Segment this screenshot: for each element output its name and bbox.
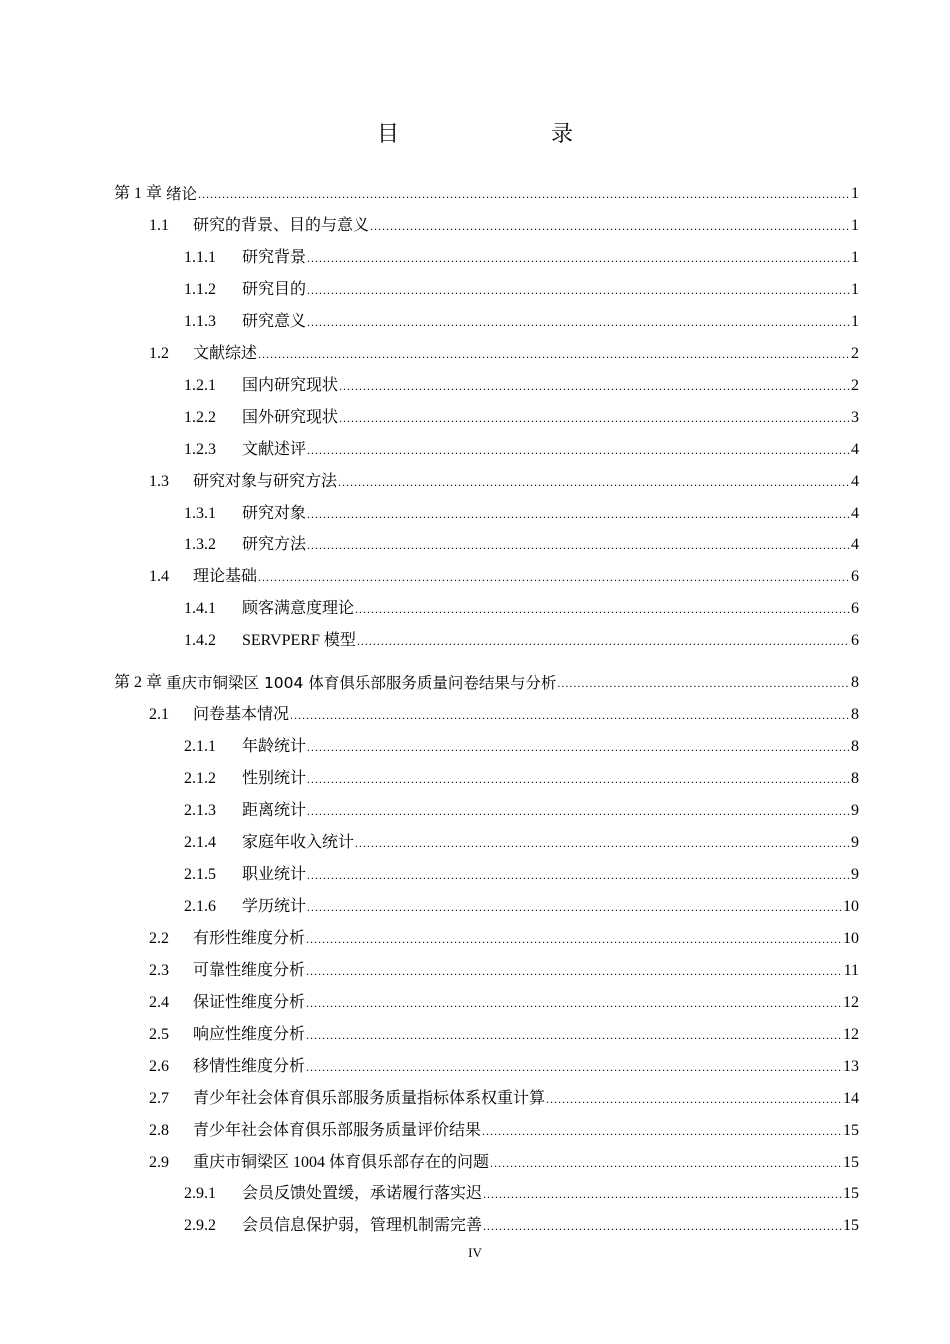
toc-entry-number: 2.1 <box>149 706 169 724</box>
toc-entry-page: 1 <box>851 280 859 298</box>
toc-entry-title: 研究对象 <box>242 504 307 522</box>
toc-entry-page: 1 <box>851 216 859 234</box>
toc-entry-page: 15 <box>843 1185 859 1203</box>
toc-entry-number: 2.1.1 <box>184 738 216 756</box>
toc-entry-number: 2.1.6 <box>184 897 216 915</box>
toc-entry-title: 可靠性维度分析 <box>193 961 306 979</box>
toc-entry[interactable] <box>184 402 859 428</box>
toc-entry[interactable] <box>184 827 859 853</box>
toc-entry-number: 第 2 章 <box>114 674 163 692</box>
toc-entry[interactable] <box>184 1210 859 1236</box>
toc-entry-number: 2.4 <box>149 993 169 1011</box>
toc-dot-leader <box>339 379 850 393</box>
toc-entry[interactable] <box>149 1019 859 1045</box>
toc-entry-title: 会员反馈处置缓，承诺履行落实迟 <box>242 1185 483 1203</box>
toc-entry[interactable] <box>149 923 859 949</box>
toc-entry[interactable] <box>184 242 859 268</box>
toc-entry-number: 1.2 <box>149 344 169 362</box>
toc-entry-number: 2.5 <box>149 1025 169 1043</box>
toc-entry-title: 研究的背景、目的与意义 <box>193 216 370 234</box>
toc-dot-leader <box>307 251 850 265</box>
toc-entry-number: 2.3 <box>149 961 169 979</box>
toc-entry-page: 9 <box>851 865 859 883</box>
toc-dot-leader <box>307 868 850 882</box>
toc-entry-number: 2.1.4 <box>184 834 216 851</box>
toc-entry-title: 性别统计 <box>242 770 307 788</box>
toc-entry[interactable] <box>184 891 859 917</box>
toc-entry[interactable] <box>184 1178 859 1204</box>
toc-dot-leader <box>307 538 850 552</box>
toc-entry[interactable] <box>149 1083 859 1109</box>
toc-entry-number: 2.8 <box>149 1121 169 1139</box>
toc-entry[interactable] <box>184 306 859 332</box>
toc-entry-title: 重庆市铜梁区 1004 体育俱乐部存在的问题 <box>193 1153 490 1171</box>
toc-entry-number: 2.1.3 <box>184 802 216 820</box>
toc-dot-leader <box>307 900 842 914</box>
toc-entry[interactable] <box>184 625 859 651</box>
toc-entry[interactable] <box>184 370 859 396</box>
toc-dot-leader <box>307 740 850 754</box>
page-number: IV <box>468 1245 482 1260</box>
toc-dot-leader <box>370 219 850 233</box>
toc-dot-leader <box>290 708 850 722</box>
toc-entry-number: 1.3.1 <box>184 504 216 522</box>
toc-dot-leader <box>557 676 850 690</box>
toc-entry-title: 家庭年收入统计 <box>242 834 355 851</box>
toc-entry-number: 1.3.2 <box>184 536 216 554</box>
toc-entry-title: 有形性维度分析 <box>193 929 306 947</box>
toc-dot-leader <box>355 836 850 850</box>
toc-entry-page: 6 <box>851 632 859 650</box>
toc-entry-number: 2.9.1 <box>184 1185 216 1203</box>
toc-dot-leader <box>490 1156 842 1170</box>
toc-entry-number: 2.9 <box>149 1153 169 1171</box>
toc-entry-number: 2.9.2 <box>184 1217 216 1235</box>
toc-entry-title: 文献综述 <box>193 344 258 362</box>
toc-entry[interactable] <box>184 593 859 619</box>
toc-entry-number: 1.2.1 <box>184 376 216 394</box>
toc-dot-leader <box>306 932 842 946</box>
toc-dot-leader <box>338 475 850 489</box>
toc-entry-page: 11 <box>843 961 859 979</box>
toc-entry-page: 1 <box>851 185 859 202</box>
toc-entry-title: 问卷基本情况 <box>193 706 290 724</box>
toc-entry-title: 研究对象与研究方法 <box>193 472 338 490</box>
toc-dot-leader <box>357 634 850 648</box>
page-title: 目 录 <box>376 121 609 146</box>
toc-entry-page: 4 <box>851 472 859 490</box>
toc-entry[interactable] <box>114 178 859 204</box>
toc-entry[interactable] <box>184 795 859 821</box>
toc-entry-page: 8 <box>851 770 859 788</box>
toc-entry[interactable] <box>149 1115 859 1141</box>
toc-entry-title: 研究目的 <box>242 280 307 298</box>
toc-entry-number: 1.1.1 <box>184 248 216 266</box>
toc-entry-title: 青少年社会体育俱乐部服务质量评价结果 <box>193 1121 482 1139</box>
toc-dot-leader <box>483 1187 842 1201</box>
toc-entry-title: 保证性维度分析 <box>193 993 306 1011</box>
toc-dot-leader <box>307 315 850 329</box>
toc-entry-number: 2.2 <box>149 929 169 947</box>
toc-entry-page: 8 <box>851 706 859 724</box>
toc-entry[interactable] <box>149 1051 859 1077</box>
toc-entry-page: 10 <box>843 929 859 947</box>
toc-entry-page: 8 <box>851 738 859 756</box>
toc-entry-title: 年龄统计 <box>242 738 307 756</box>
toc-entry-page: 4 <box>851 440 859 458</box>
toc-entry-title: 理论基础 <box>193 568 258 586</box>
toc-entry-page: 14 <box>843 1089 859 1107</box>
toc-entry-title: 距离统计 <box>242 802 307 820</box>
toc-entry[interactable] <box>149 561 859 587</box>
toc-dot-leader <box>198 187 850 201</box>
toc-entry-title: 会员信息保护弱，管理机制需完善 <box>242 1217 483 1235</box>
toc-entry-page: 15 <box>843 1121 859 1139</box>
toc-dot-leader <box>258 570 850 584</box>
toc-dot-leader <box>307 283 850 297</box>
toc-entry-title: 顾客满意度理论 <box>242 600 355 618</box>
toc-entry-page: 15 <box>843 1217 859 1235</box>
toc-entry-number: 2.7 <box>149 1089 169 1107</box>
toc-entry-number: 1.2.3 <box>184 440 216 458</box>
toc-entry-page: 9 <box>851 834 859 851</box>
toc-entry-title: SERVPERF 模型 <box>242 632 356 650</box>
toc-entry[interactable] <box>184 498 859 524</box>
toc-entry-page: 12 <box>843 993 859 1011</box>
toc-entry[interactable] <box>184 434 859 460</box>
toc-dot-leader <box>258 347 850 361</box>
toc-entry-number: 1.1.2 <box>184 280 216 298</box>
toc-entry-title: 移情性维度分析 <box>193 1057 306 1075</box>
toc-dot-leader <box>306 1028 842 1042</box>
toc-dot-leader <box>306 996 842 1010</box>
toc-dot-leader <box>307 507 850 521</box>
toc-entry-number: 1.1 <box>149 216 169 234</box>
toc-entry[interactable] <box>149 466 859 492</box>
toc-entry-title: 绪论 <box>166 185 198 203</box>
toc-entry[interactable] <box>149 1147 859 1173</box>
toc-entry-page: 4 <box>851 504 859 522</box>
toc-entry-title: 国内研究现状 <box>242 376 339 394</box>
toc-entry[interactable] <box>149 699 859 725</box>
toc-dot-leader <box>307 804 850 818</box>
toc-entry-page: 4 <box>851 536 859 554</box>
toc-entry-number: 2.1.5 <box>184 865 216 883</box>
toc-entry-number: 1.1.3 <box>184 312 216 330</box>
toc-entry[interactable] <box>184 763 859 789</box>
toc-entry-page: 15 <box>843 1153 859 1171</box>
toc-entry-page: 2 <box>851 376 859 394</box>
toc-entry[interactable] <box>184 274 859 300</box>
toc-entry[interactable] <box>149 987 859 1013</box>
toc-entry-page: 6 <box>851 600 859 618</box>
toc-entry-number: 1.4 <box>149 568 169 586</box>
toc-entry[interactable] <box>149 210 859 236</box>
toc-entry-page: 12 <box>843 1025 859 1043</box>
toc-dot-leader <box>306 964 843 978</box>
toc-entry-page: 1 <box>851 248 859 266</box>
toc-dot-leader <box>483 1219 842 1233</box>
toc-dot-leader <box>482 1124 842 1138</box>
toc-entry-number: 1.3 <box>149 472 169 490</box>
toc-entry-number: 1.4.1 <box>184 600 216 618</box>
toc-entry-page: 13 <box>843 1057 859 1075</box>
toc-entry-title: 重庆市铜梁区 1004 体育俱乐部服务质量问卷结果与分析 <box>166 674 557 693</box>
toc-entry-title: 研究方法 <box>242 536 307 554</box>
toc-dot-leader <box>307 772 850 786</box>
toc-entry-title: 文献述评 <box>242 440 307 458</box>
toc-dot-leader <box>306 1060 842 1074</box>
toc-entry-page: 2 <box>851 344 859 362</box>
toc-entry-page: 9 <box>851 802 859 820</box>
toc-entry[interactable] <box>184 859 859 885</box>
toc-entry-title: 学历统计 <box>242 897 307 915</box>
toc-entry-number: 2.1.2 <box>184 770 216 788</box>
toc-entry[interactable] <box>114 667 859 693</box>
toc-dot-leader <box>355 602 850 616</box>
toc-entry-number: 第 1 章 <box>114 185 163 202</box>
toc-entry[interactable] <box>184 529 859 555</box>
toc-entry-title: 研究背景 <box>242 248 307 266</box>
toc-entry-number: 2.6 <box>149 1057 169 1075</box>
toc-dot-leader <box>307 443 850 457</box>
toc-entry-title: 研究意义 <box>242 312 307 330</box>
toc-entry-page: 8 <box>851 674 859 692</box>
toc-entry[interactable] <box>149 338 859 364</box>
toc-entry-title: 响应性维度分析 <box>193 1025 306 1043</box>
toc-dot-leader <box>339 411 850 425</box>
toc-entry-title: 职业统计 <box>242 865 307 883</box>
toc-entry[interactable] <box>184 731 859 757</box>
toc-entry-page: 3 <box>851 408 859 426</box>
toc-entry-number: 1.4.2 <box>184 632 216 650</box>
toc-entry-title: 青少年社会体育俱乐部服务质量指标体系权重计算 <box>193 1089 546 1107</box>
toc-entry-number: 1.2.2 <box>184 408 216 426</box>
toc-entry-page: 1 <box>851 312 859 330</box>
toc-dot-leader <box>546 1092 842 1106</box>
toc-entry-page: 6 <box>851 568 859 586</box>
toc-entry[interactable] <box>149 955 859 981</box>
toc-entry-title: 国外研究现状 <box>242 408 339 426</box>
toc-entry-page: 10 <box>843 897 859 915</box>
